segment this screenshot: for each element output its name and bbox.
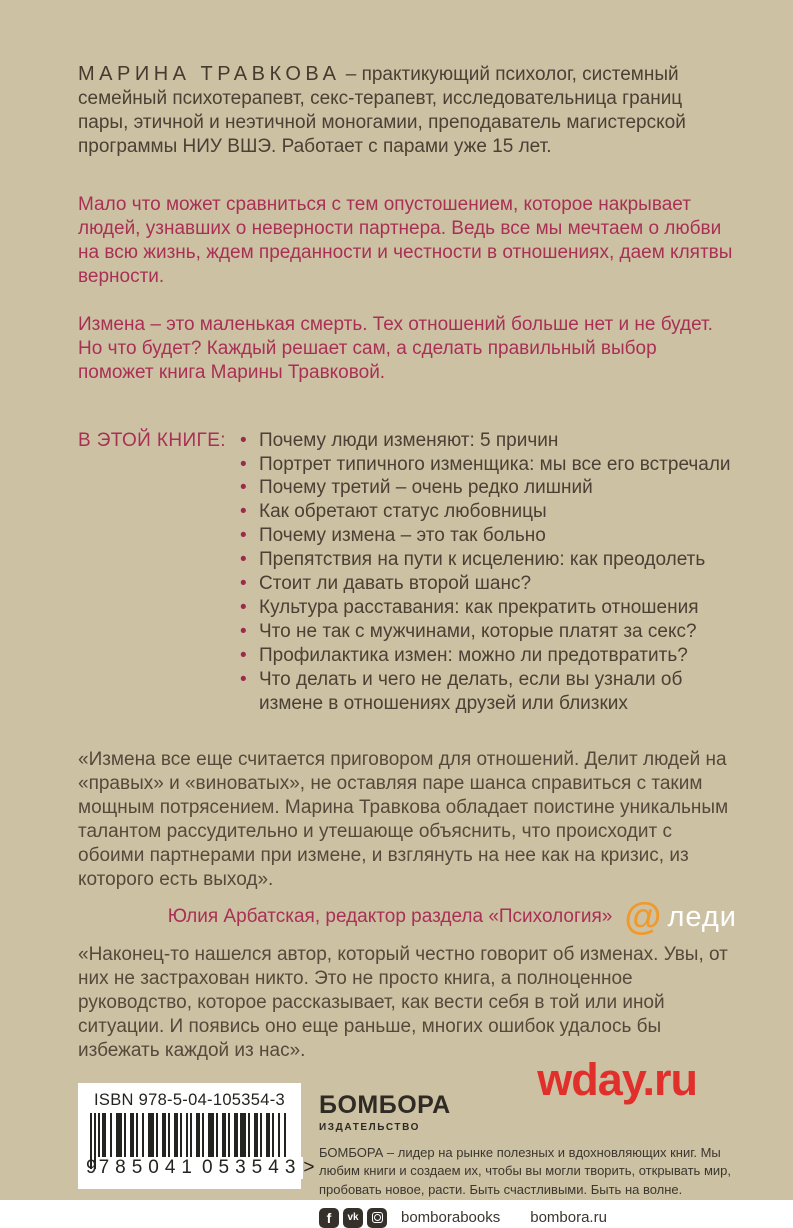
publisher-social-row	[319, 1208, 737, 1228]
social-handle: bomborabooks	[401, 1209, 501, 1227]
book-contents-heading: В ЭТОЙ КНИГЕ:	[78, 429, 226, 451]
vk-icon: vk	[343, 1208, 363, 1228]
list-item: • Препятствия на пути к исцелению: как преодолеть	[240, 548, 737, 572]
publisher-subtitle: ИЗДАТЕЛЬСТВО	[319, 1122, 421, 1134]
book-contents-list	[240, 429, 737, 716]
publisher-site: bombora.ru	[530, 1209, 607, 1227]
publisher-logo: БОМБОРА	[319, 1091, 451, 1120]
facebook-icon: f	[319, 1208, 339, 1228]
list-item: • Почему третий – очень редко лишний	[240, 476, 737, 500]
barcode-digits	[78, 1157, 315, 1179]
review-quote-1: «Измена все еще считается приговором для отношений. Делит людей на «правых» и «виноватых», не оставляя паре шанса справиться с таким мощным потрясением. Марина Травкова обладает поистине уникальным талантом рассудительно и утешающе объяснить, что происходит с обоими партнерами при измене, и взглянуть на нее как на кризис, из которого есть выход».	[78, 748, 729, 890]
review-attribution-row	[78, 897, 737, 937]
review-quote-2: «Наконец-то нашелся автор, который честно говорит об изменах. Увы, от них не застрахован никто. Это не просто книга, а полноценное руководство, которое рассказывает, как вести себя в той или иной ситуации. И появись оно еще раньше, многих ошибок удалось бы избежать каждой из нас».	[78, 944, 728, 1062]
list-item: • Почему люди изменяют: 5 причин	[240, 429, 737, 453]
lead-paragraph-2: Измена – это маленькая смерть. Тех отношений больше нет и не будет. Но что будет? Каждый решает сам, а сделать правильный выбор поможет книга Марины Травковой.	[78, 313, 713, 383]
lead-paragraph-1: Мало что может сравниться с тем опустошением, которое накрывает людей, узнавших о неверности партнера. Ведь все мы мечтаем о любви на всю жизнь, ждем преданности и честности в отношениях, даем клятвы верности.	[78, 194, 733, 287]
isbn-number: ISBN 978-5-04-105354-3	[94, 1091, 285, 1110]
book-contents-section	[78, 429, 737, 716]
list-item: • Профилактика измен: можно ли предотвратить?	[240, 644, 737, 668]
isbn-barcode	[78, 1083, 315, 1189]
list-item: • Почему измена – это так больно	[240, 524, 737, 548]
list-item: • Портрет типичного изменщика: мы все его встречали	[240, 453, 737, 477]
wday-logo: wday.ru	[537, 1054, 697, 1106]
at-icon: @	[624, 896, 662, 939]
review-attribution: Юлия Арбатская, редактор раздела «Психология»	[167, 906, 613, 928]
list-item: • Стоит ли давать второй шанс?	[240, 572, 737, 596]
barcode-arrow: >	[303, 1157, 315, 1179]
instagram-icon	[367, 1208, 387, 1228]
author-intro-text: – практикующий психолог, системный семейный психотерапевт, секс-терапевт, исследовательница границ пары, этичной и неэтичной моногамии, преподаватель магистерской программы НИУ ВШЭ. Работает с парами уже 15 лет.	[78, 64, 686, 158]
ledi-logo-text: леди	[667, 900, 737, 933]
author-name: МАРИНА ТРАВКОВА	[78, 63, 341, 85]
barcode-digit-group: 053543	[201, 1157, 302, 1179]
barcode-digit-group: 785041	[98, 1157, 198, 1179]
ledi-logo	[624, 896, 737, 939]
publisher-description: БОМБОРА – лидер на рынке полезных и вдохновляющих книг. Мы любим книги и создаем их, чтобы вы могли творить, открывать мир, пробовать новое, расти. Быть счастливыми. Быть на волне.	[319, 1145, 731, 1197]
list-item: • Как обретают статус любовницы	[240, 500, 737, 524]
list-item: • Что не так с мужчинами, которые платят за секс?	[240, 620, 737, 644]
publisher-footer	[78, 1054, 737, 1228]
list-item: • Что делать и чего не делать, если вы узнали об измене в отношениях друзей или близких	[240, 668, 737, 716]
barcode-digit-group: 9	[86, 1157, 97, 1179]
list-item: • Культура расставания: как прекратить отношения	[240, 596, 737, 620]
author-intro	[78, 62, 737, 159]
